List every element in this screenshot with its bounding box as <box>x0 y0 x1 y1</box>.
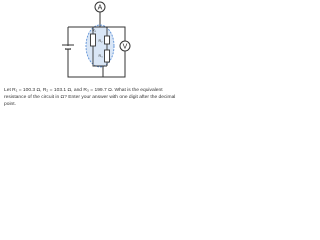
question-line-3: point. <box>4 102 16 107</box>
circuit-wire <box>87 11 100 27</box>
resistor-r3 <box>105 50 110 62</box>
question-line-2: resistance of the circuit in Ω? Enter your answer with one digit after the decimal <box>4 95 176 100</box>
circuit-diagram <box>0 0 200 86</box>
resistor-r3-label: R₃ <box>98 54 103 58</box>
resistor-r2 <box>105 36 110 44</box>
question-text <box>4 87 198 108</box>
resistor-r2-label: R₂ <box>98 39 103 43</box>
voltmeter-label: V <box>122 43 128 51</box>
question-line-1: Let R₁ = 100.3 Ω, R₂ = 103.1 Ω, and R₃ = 199.7 Ω. What is the equivalent <box>4 88 163 93</box>
page <box>0 0 200 112</box>
resistor-r1 <box>91 34 96 46</box>
ammeter-label: A <box>97 4 103 12</box>
resistor-r1-label: R₁ <box>92 28 96 33</box>
